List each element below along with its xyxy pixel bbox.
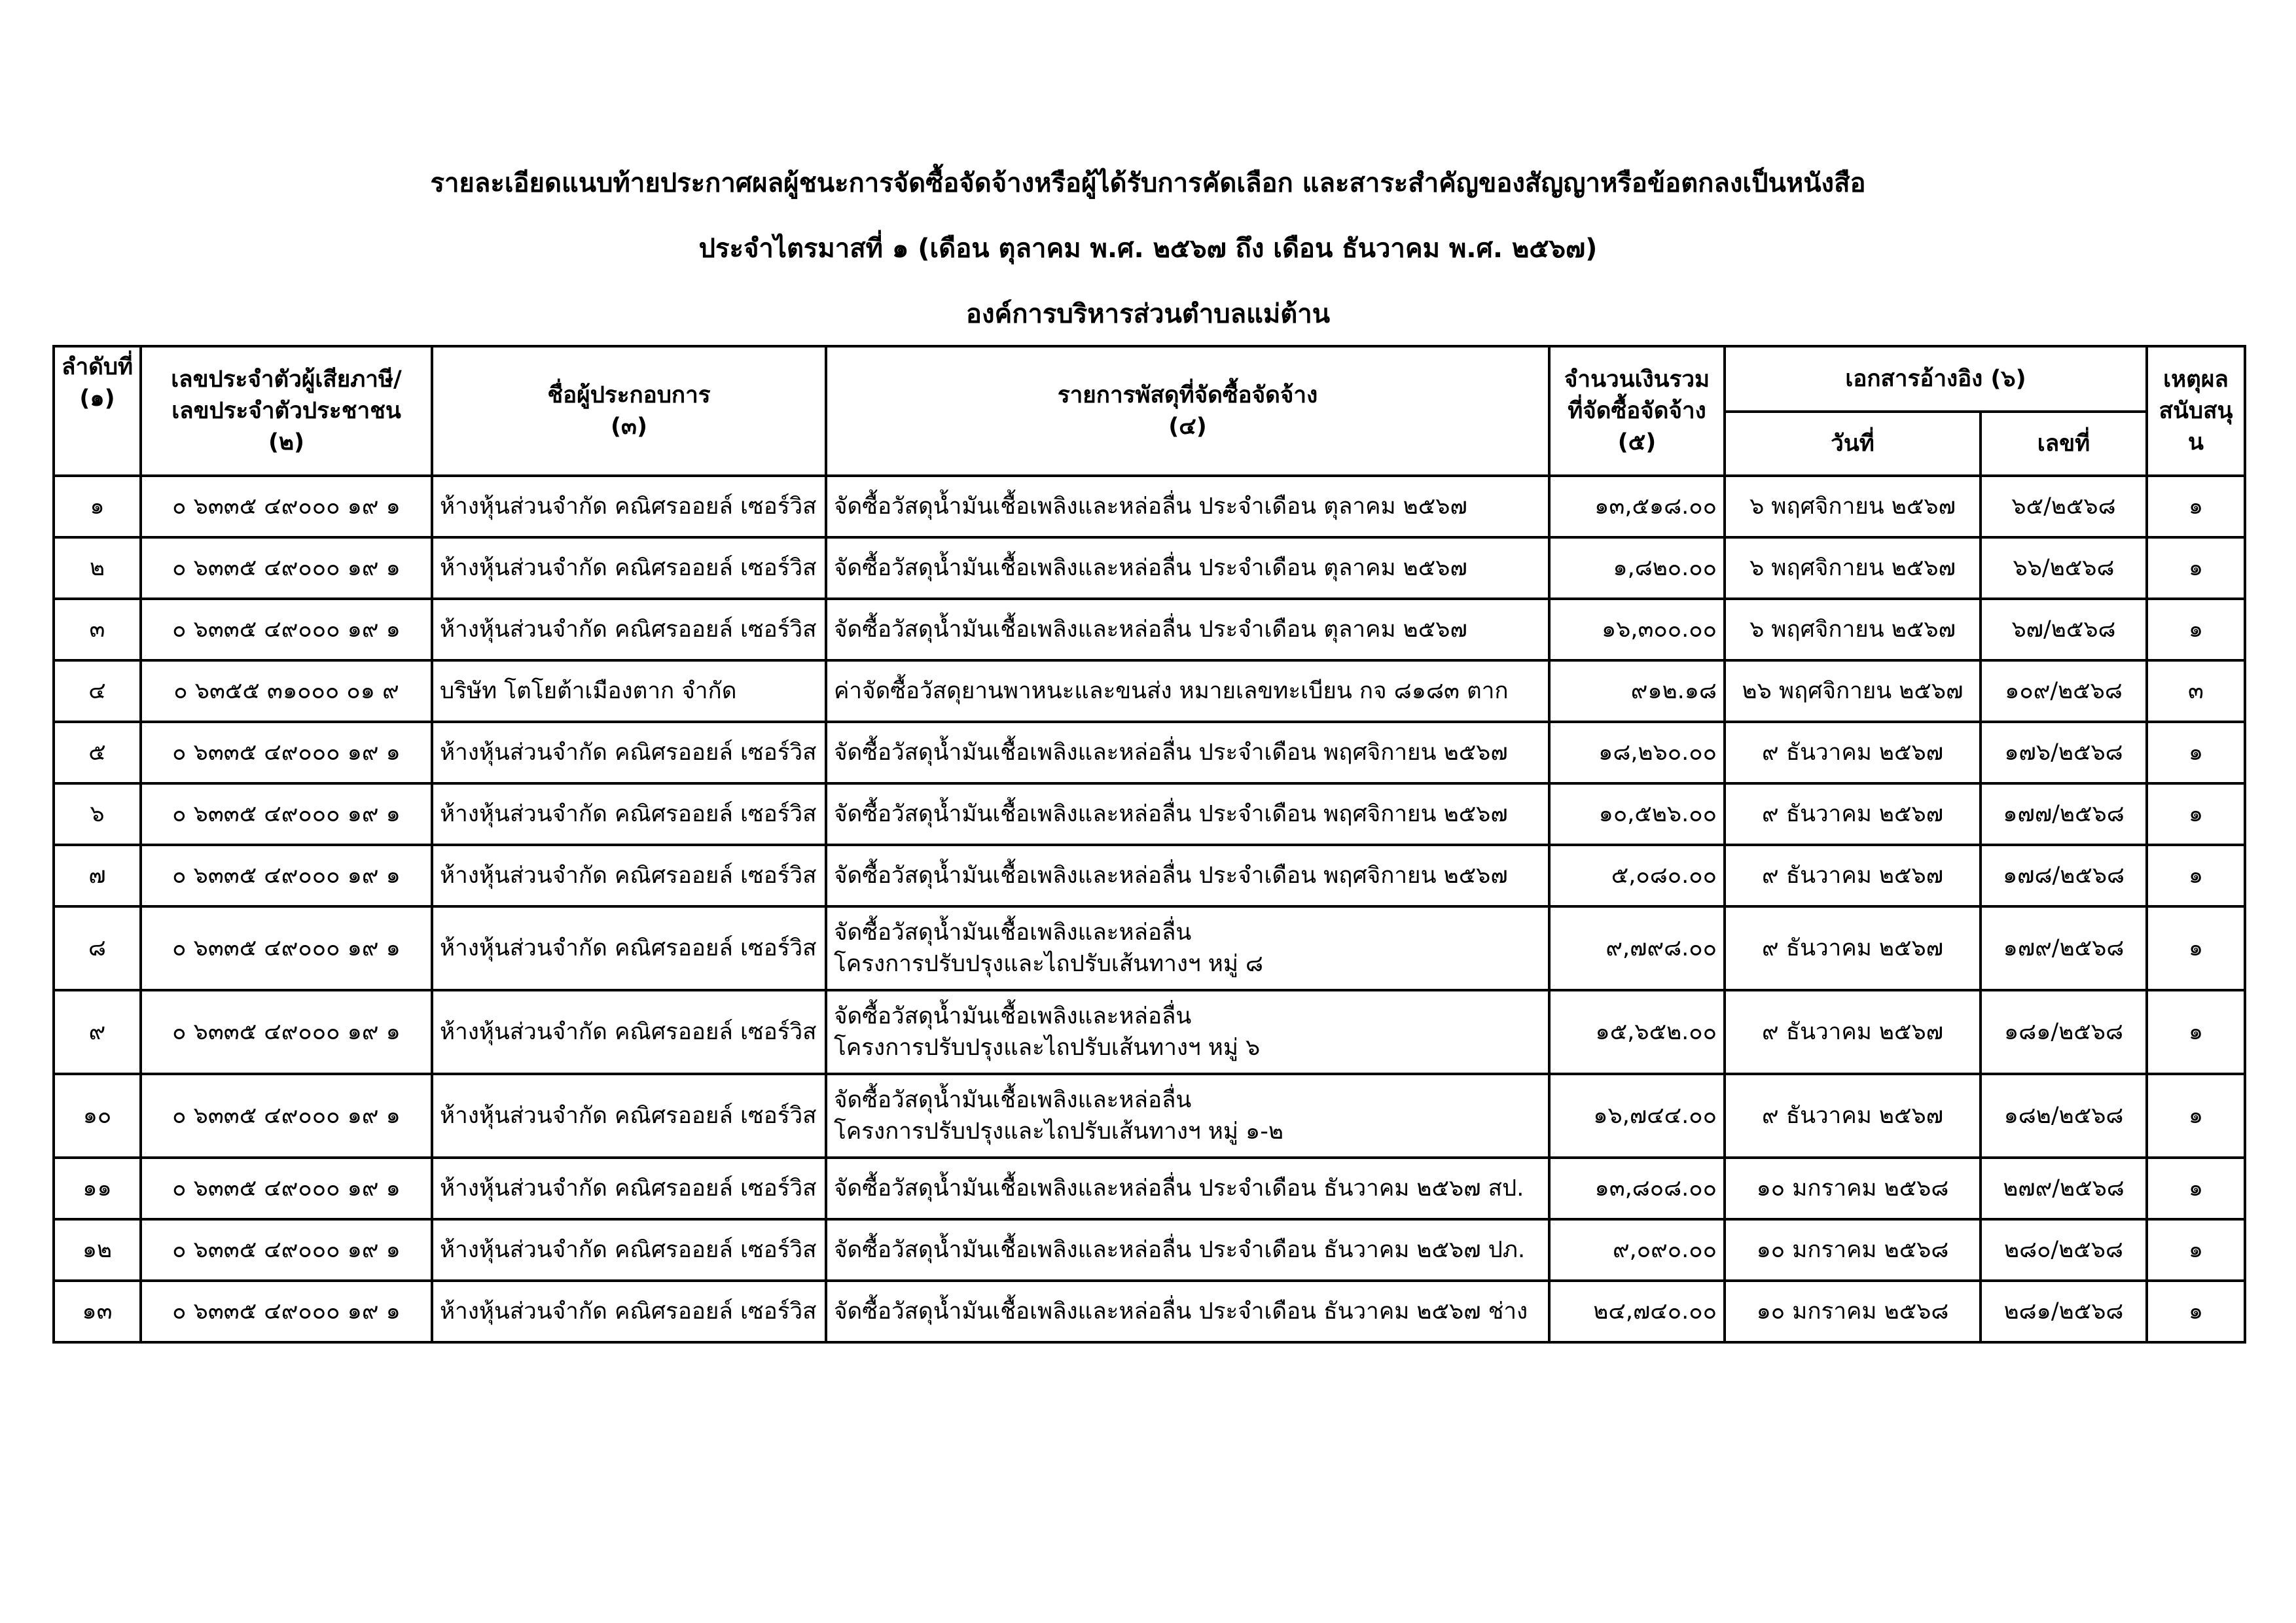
row-doc-no: ๑๗๖/๒๕๖๘ [1981,722,2147,783]
row-reason: ๑ [2147,783,2245,845]
row-vendor: ห้างหุ้นส่วนจำกัด คณิศรออยล์ เซอร์วิส [432,599,826,660]
row-order: ๒ [54,537,141,599]
table-row [54,1281,2245,1342]
row-reason: ๓ [2147,660,2245,722]
row-reason: ๑ [2147,1158,2245,1219]
row-order: ๗ [54,845,141,906]
row-order: ๑๒ [54,1219,141,1281]
row-amount: ๑๓,๕๑๘.๐๐ [1549,476,1725,537]
row-order: ๓ [54,599,141,660]
header-col-reference-doc: เอกสารอ้างอิง (๖) [1725,346,2147,412]
row-amount: ๙,๐๙๐.๐๐ [1549,1219,1725,1281]
row-item-line: จัดซื้อวัสดุน้ำมันเชื้อเพลิงและหล่อลื่น [834,1087,1192,1113]
row-item [826,599,1549,660]
header-col-amount: จำนวนเงินรวม ที่จัดซื้อจัดจ้าง (๕) [1549,346,1725,476]
row-item [826,660,1549,722]
row-date: ๙ ธันวาคม ๒๕๖๗ [1725,1074,1981,1158]
row-item-line: จัดซื้อวัสดุน้ำมันเชื้อเพลิงและหล่อลื่น ประจำเดือน ธันวาคม ๒๕๖๗ สป. [834,1175,1524,1202]
table-row [54,990,2245,1074]
row-amount: ๑๖,๓๐๐.๐๐ [1549,599,1725,660]
header-col-date: วันที่ [1725,412,1981,476]
row-reason: ๑ [2147,722,2245,783]
row-doc-no: ๑๐๙/๒๕๖๘ [1981,660,2147,722]
row-vendor: บริษัท โตโยต้าเมืองตาก จำกัด [432,660,826,722]
row-amount: ๑๘,๒๖๐.๐๐ [1549,722,1725,783]
row-reason: ๑ [2147,990,2245,1074]
row-item-line: โครงการปรับปรุงและไถปรับเส้นทางฯ หมู่ ๘ [834,951,1264,977]
row-amount: ๕,๐๘๐.๐๐ [1549,845,1725,906]
row-doc-no: ๑๗๗/๒๕๖๘ [1981,783,2147,845]
row-order: ๑ [54,476,141,537]
row-tax-id: ๐ ๖๓๕๕ ๓๑๐๐๐ ๐๑ ๙ [141,660,432,722]
row-tax-id: ๐ ๖๓๓๕ ๔๙๐๐๐ ๑๙ ๑ [141,906,432,990]
row-order: ๑๑ [54,1158,141,1219]
row-amount: ๑๓,๘๐๘.๐๐ [1549,1158,1725,1219]
row-vendor: ห้างหุ้นส่วนจำกัด คณิศรออยล์ เซอร์วิส [432,1219,826,1281]
row-item [826,783,1549,845]
table-row [54,537,2245,599]
row-vendor: ห้างหุ้นส่วนจำกัด คณิศรออยล์ เซอร์วิส [432,537,826,599]
row-tax-id: ๐ ๖๓๓๕ ๔๙๐๐๐ ๑๙ ๑ [141,599,432,660]
row-item [826,906,1549,990]
row-vendor: ห้างหุ้นส่วนจำกัด คณิศรออยล์ เซอร์วิส [432,1074,826,1158]
row-amount: ๑,๘๒๐.๐๐ [1549,537,1725,599]
procurement-table [52,345,2246,1344]
table-row [54,599,2245,660]
row-item-line: จัดซื้อวัสดุน้ำมันเชื้อเพลิงและหล่อลื่น [834,1003,1192,1029]
row-doc-no: ๑๘๒/๒๕๖๘ [1981,1074,2147,1158]
row-item [826,1219,1549,1281]
document-subtitle-quarter: ประจำไตรมาสที่ ๑ (เดือน ตุลาคม พ.ศ. ๒๕๖๗ ถึง เดือน ธันวาคม พ.ศ. ๒๕๖๗) [698,234,1598,264]
row-order: ๔ [54,660,141,722]
row-reason: ๑ [2147,1074,2245,1158]
row-doc-no: ๖๕/๒๕๖๘ [1981,476,2147,537]
row-date: ๙ ธันวาคม ๒๕๖๗ [1725,722,1981,783]
row-vendor: ห้างหุ้นส่วนจำกัด คณิศรออยล์ เซอร์วิส [432,906,826,990]
row-doc-no: ๑๗๙/๒๕๖๘ [1981,906,2147,990]
row-date: ๖ พฤศจิกายน ๒๕๖๗ [1725,476,1981,537]
row-item [826,537,1549,599]
row-doc-no: ๒๗๙/๒๕๖๘ [1981,1158,2147,1219]
organization-name: องค์การบริหารส่วนตำบลแม่ต้าน [965,299,1331,329]
table-row [54,783,2245,845]
row-item-line: จัดซื้อวัสดุน้ำมันเชื้อเพลิงและหล่อลื่น [834,919,1192,946]
row-tax-id: ๐ ๖๓๓๕ ๔๙๐๐๐ ๑๙ ๑ [141,1074,432,1158]
row-doc-no: ๑๗๘/๒๕๖๘ [1981,845,2147,906]
row-date: ๒๖ พฤศจิกายน ๒๕๖๗ [1725,660,1981,722]
row-amount: ๙,๗๙๘.๐๐ [1549,906,1725,990]
row-order: ๙ [54,990,141,1074]
row-reason: ๑ [2147,1219,2245,1281]
header-col-tax-id: เลขประจำตัวผู้เสียภาษี/ เลขประจำตัวประชาชน (๒) [141,346,432,476]
row-date: ๖ พฤศจิกายน ๒๕๖๗ [1725,599,1981,660]
row-amount: ๑๐,๕๒๖.๐๐ [1549,783,1725,845]
row-date: ๙ ธันวาคม ๒๕๖๗ [1725,783,1981,845]
row-reason: ๑ [2147,476,2245,537]
row-item-line: ค่าจัดซื้อวัสดุยานพาหนะและขนส่ง หมายเลขทะเบียน กจ ๘๑๘๓ ตาก [834,678,1509,704]
row-reason: ๑ [2147,1281,2245,1342]
table-row [54,722,2245,783]
row-item [826,476,1549,537]
header-col-order: ลำดับที่ (๑) [54,346,141,476]
row-doc-no: ๒๘๑/๒๕๖๘ [1981,1281,2147,1342]
row-reason: ๑ [2147,906,2245,990]
row-date: ๙ ธันวาคม ๒๕๖๗ [1725,906,1981,990]
row-tax-id: ๐ ๖๓๓๕ ๔๙๐๐๐ ๑๙ ๑ [141,783,432,845]
row-tax-id: ๐ ๖๓๓๕ ๔๙๐๐๐ ๑๙ ๑ [141,1281,432,1342]
table-row [54,845,2245,906]
row-date: ๖ พฤศจิกายน ๒๕๖๗ [1725,537,1981,599]
row-order: ๑๐ [54,1074,141,1158]
row-vendor: ห้างหุ้นส่วนจำกัด คณิศรออยล์ เซอร์วิส [432,1281,826,1342]
row-tax-id: ๐ ๖๓๓๕ ๔๙๐๐๐ ๑๙ ๑ [141,990,432,1074]
table-row [54,1158,2245,1219]
row-item-line: จัดซื้อวัสดุน้ำมันเชื้อเพลิงและหล่อลื่น ประจำเดือน พฤศจิกายน ๒๕๖๗ [834,740,1508,766]
row-item-line: โครงการปรับปรุงและไถปรับเส้นทางฯ หมู่ ๖ [834,1035,1261,1061]
row-vendor: ห้างหุ้นส่วนจำกัด คณิศรออยล์ เซอร์วิส [432,722,826,783]
row-item [826,1158,1549,1219]
row-doc-no: ๑๘๑/๒๕๖๘ [1981,990,2147,1074]
row-item [826,1074,1549,1158]
row-item-line: จัดซื้อวัสดุน้ำมันเชื้อเพลิงและหล่อลื่น ประจำเดือน ตุลาคม ๒๕๖๗ [834,493,1467,520]
row-date: ๑๐ มกราคม ๒๕๖๘ [1725,1219,1981,1281]
header-col-doc-no: เลขที่ [1981,412,2147,476]
row-amount: ๙๑๒.๑๘ [1549,660,1725,722]
row-tax-id: ๐ ๖๓๓๕ ๔๙๐๐๐ ๑๙ ๑ [141,537,432,599]
row-vendor: ห้างหุ้นส่วนจำกัด คณิศรออยล์ เซอร์วิส [432,845,826,906]
table-row [54,1219,2245,1281]
row-reason: ๑ [2147,537,2245,599]
row-amount: ๑๖,๗๔๔.๐๐ [1549,1074,1725,1158]
row-item [826,990,1549,1074]
row-tax-id: ๐ ๖๓๓๕ ๔๙๐๐๐ ๑๙ ๑ [141,722,432,783]
table-row [54,476,2245,537]
row-item-line: จัดซื้อวัสดุน้ำมันเชื้อเพลิงและหล่อลื่น ประจำเดือน ตุลาคม ๒๕๖๗ [834,555,1467,581]
row-item-line: จัดซื้อวัสดุน้ำมันเชื้อเพลิงและหล่อลื่น ประจำเดือน ตุลาคม ๒๕๖๗ [834,616,1467,643]
header-col-reason: เหตุผล สนับสนุ น [2147,346,2245,476]
row-item [826,722,1549,783]
row-vendor: ห้างหุ้นส่วนจำกัด คณิศรออยล์ เซอร์วิส [432,1158,826,1219]
row-vendor: ห้างหุ้นส่วนจำกัด คณิศรออยล์ เซอร์วิส [432,783,826,845]
row-doc-no: ๖๖/๒๕๖๘ [1981,537,2147,599]
row-item-line: จัดซื้อวัสดุน้ำมันเชื้อเพลิงและหล่อลื่น ประจำเดือน ธันวาคม ๒๕๖๗ ปภ. [834,1237,1526,1263]
row-date: ๑๐ มกราคม ๒๕๖๘ [1725,1158,1981,1219]
row-vendor: ห้างหุ้นส่วนจำกัด คณิศรออยล์ เซอร์วิส [432,990,826,1074]
row-item-line: จัดซื้อวัสดุน้ำมันเชื้อเพลิงและหล่อลื่น ประจำเดือน พฤศจิกายน ๒๕๖๗ [834,801,1508,827]
row-reason: ๑ [2147,599,2245,660]
row-tax-id: ๐ ๖๓๓๕ ๔๙๐๐๐ ๑๙ ๑ [141,1219,432,1281]
table-row [54,660,2245,722]
row-date: ๙ ธันวาคม ๒๕๖๗ [1725,845,1981,906]
row-item [826,1281,1549,1342]
row-date: ๑๐ มกราคม ๒๕๖๘ [1725,1281,1981,1342]
header-col-vendor: ชื่อผู้ประกอบการ (๓) [432,346,826,476]
row-doc-no: ๖๗/๒๕๖๘ [1981,599,2147,660]
row-reason: ๑ [2147,845,2245,906]
table-row [54,1074,2245,1158]
row-tax-id: ๐ ๖๓๓๕ ๔๙๐๐๐ ๑๙ ๑ [141,1158,432,1219]
row-amount: ๑๕,๖๕๒.๐๐ [1549,990,1725,1074]
row-order: ๘ [54,906,141,990]
row-item-line: จัดซื้อวัสดุน้ำมันเชื้อเพลิงและหล่อลื่น ประจำเดือน พฤศจิกายน ๒๕๖๗ [834,863,1508,889]
row-item-line: โครงการปรับปรุงและไถปรับเส้นทางฯ หมู่ ๑-๒ [834,1118,1283,1145]
row-tax-id: ๐ ๖๓๓๕ ๔๙๐๐๐ ๑๙ ๑ [141,845,432,906]
row-order: ๖ [54,783,141,845]
row-doc-no: ๒๘๐/๒๕๖๘ [1981,1219,2147,1281]
row-order: ๑๓ [54,1281,141,1342]
table-row [54,906,2245,990]
row-order: ๕ [54,722,141,783]
row-tax-id: ๐ ๖๓๓๕ ๔๙๐๐๐ ๑๙ ๑ [141,476,432,537]
row-item-line: จัดซื้อวัสดุน้ำมันเชื้อเพลิงและหล่อลื่น ประจำเดือน ธันวาคม ๒๕๖๗ ช่าง [834,1298,1528,1325]
header-col-item: รายการพัสดุที่จัดซื้อจัดจ้าง (๔) [826,346,1549,476]
row-date: ๙ ธันวาคม ๒๕๖๗ [1725,990,1981,1074]
row-vendor: ห้างหุ้นส่วนจำกัด คณิศรออยล์ เซอร์วิส [432,476,826,537]
row-amount: ๒๔,๗๔๐.๐๐ [1549,1281,1725,1342]
row-item [826,845,1549,906]
document-title: รายละเอียดแนบท้ายประกาศผลผู้ชนะการจัดซื้อจัดจ้างหรือผู้ได้รับการคัดเลือก และสาระสำคัญของสัญญาหรือข้อตกลงเป็นหนังสือ [430,168,1866,198]
